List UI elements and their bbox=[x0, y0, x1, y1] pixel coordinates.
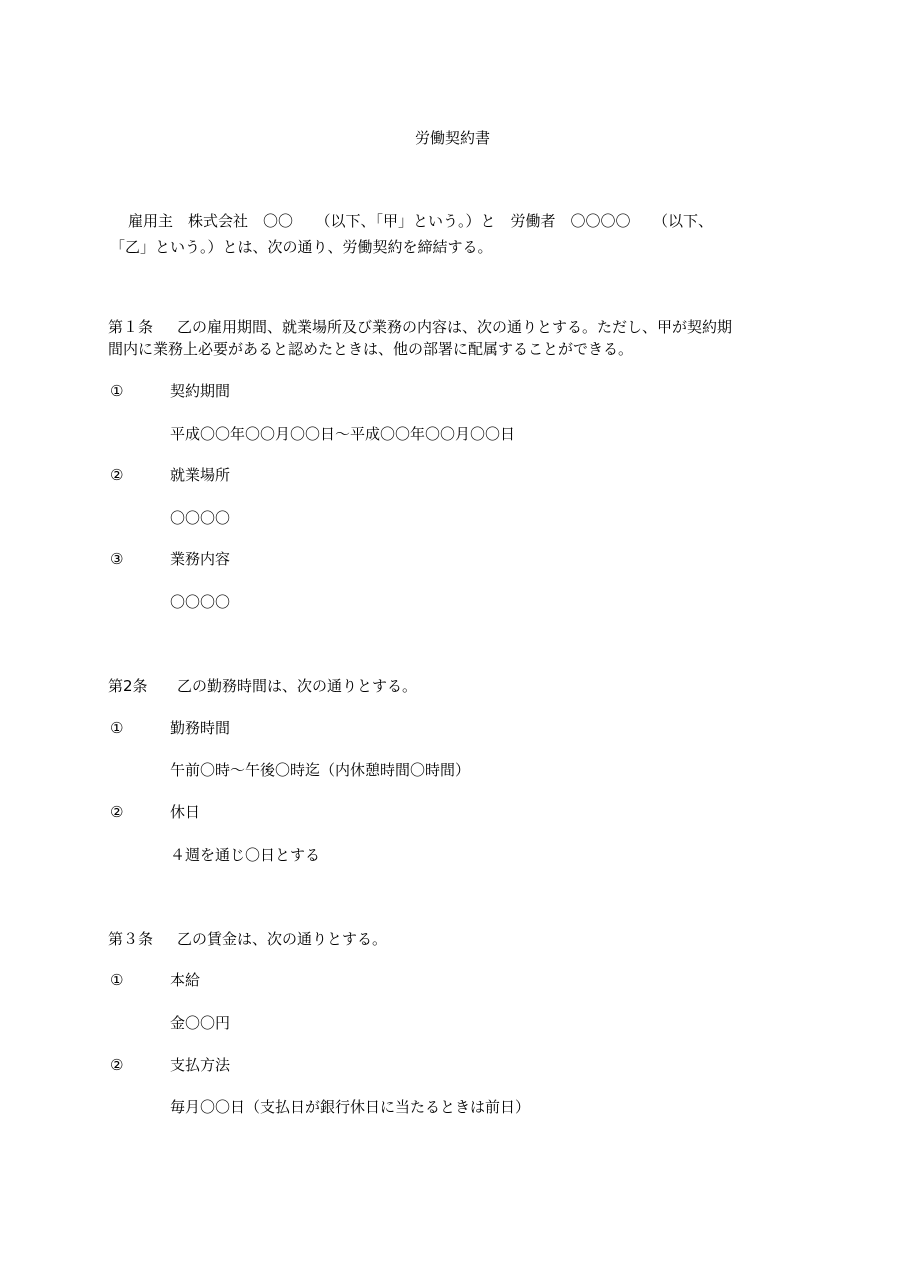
article-2-item-2-number: ② bbox=[110, 803, 124, 821]
article-1-item-1-value: 平成〇〇年〇〇月〇〇日～平成〇〇年〇〇月〇〇日 bbox=[170, 425, 516, 443]
article-1-item-3-value: 〇〇〇〇 bbox=[170, 593, 231, 611]
article-2-item-2-value: ４週を通じ〇日とする bbox=[170, 846, 321, 864]
article-1-item-2-number: ② bbox=[110, 466, 124, 484]
intro-line-2: 「乙」という。）とは、次の通り、労働契約を締結する。 bbox=[110, 238, 493, 256]
article-1-text-line-1: 乙の雇用期間、就業場所及び業務の内容は、次の通りとする。ただし、甲が契約期 bbox=[177, 318, 733, 336]
document-title: 労働契約書 bbox=[414, 129, 490, 147]
article-3-item-1-value: 金〇〇円 bbox=[170, 1014, 231, 1032]
article-1-item-2-label: 就業場所 bbox=[170, 466, 231, 484]
article-1-item-3-label: 業務内容 bbox=[170, 550, 231, 568]
article-1-item-3-number: ③ bbox=[110, 550, 124, 568]
article-3-item-2-value: 毎月〇〇日（支払日が銀行休日に当たるときは前日） bbox=[170, 1098, 531, 1116]
article-1-number: 第１条 bbox=[108, 318, 154, 336]
article-1-item-1-number: ① bbox=[110, 382, 124, 400]
article-3-text-line-1: 乙の賃金は、次の通りとする。 bbox=[177, 930, 388, 948]
article-3-item-2-label: 支払方法 bbox=[170, 1056, 231, 1074]
article-2-number: 第2条 bbox=[108, 677, 148, 695]
article-2-item-1-value: 午前〇時～午後〇時迄（内休憩時間〇時間） bbox=[170, 761, 471, 779]
article-3-item-2-number: ② bbox=[110, 1056, 124, 1074]
article-1-item-1-label: 契約期間 bbox=[170, 382, 231, 400]
article-2-item-2-label: 休日 bbox=[170, 803, 201, 821]
article-3-item-1-label: 本給 bbox=[170, 971, 201, 989]
intro-line-1: 雇用主 株式会社 〇〇 （以下、「甲」という。）と 労働者 〇〇〇〇 （以下、 bbox=[128, 212, 714, 230]
article-1-item-2-value: 〇〇〇〇 bbox=[170, 509, 231, 527]
article-1-text-line-2: 間内に業務上必要があると認めたときは、他の部署に配属することができる。 bbox=[108, 340, 634, 358]
article-3-number: 第３条 bbox=[108, 930, 154, 948]
article-3-item-1-number: ① bbox=[110, 971, 124, 989]
article-2-text-line-1: 乙の勤務時間は、次の通りとする。 bbox=[177, 677, 418, 695]
article-2-item-1-number: ① bbox=[110, 719, 124, 737]
article-2-item-1-label: 勤務時間 bbox=[170, 719, 231, 737]
